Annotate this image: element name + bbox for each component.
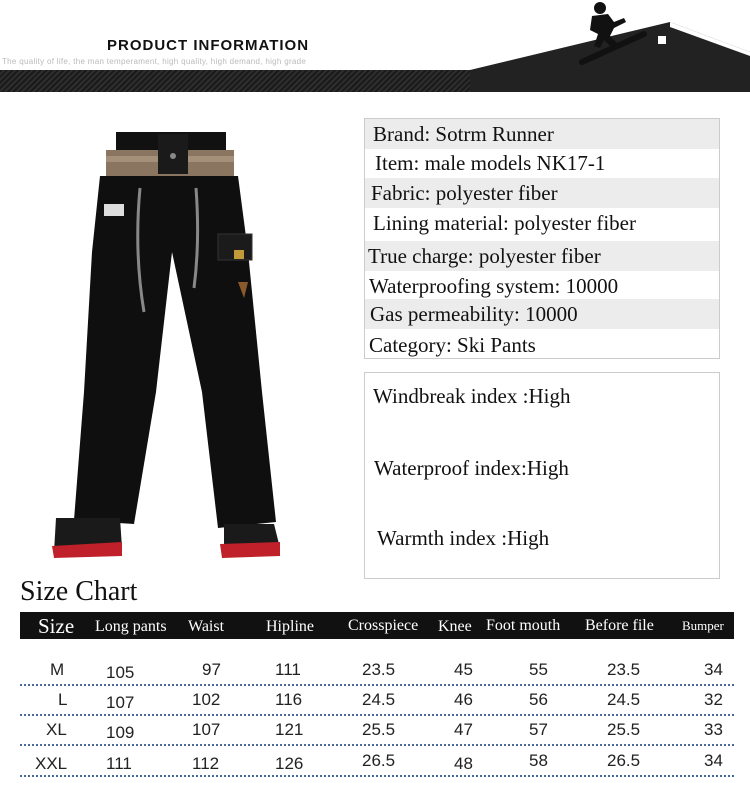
cell-knee: 45 <box>454 660 473 679</box>
cell-before-file: 25.5 <box>607 720 641 739</box>
cell-waist: 102 <box>192 690 221 709</box>
cell-size: L <box>58 690 68 709</box>
info-fabric: Fabric: polyester fiber <box>371 181 558 205</box>
info-permeability: Gas permeability: 10000 <box>370 302 578 326</box>
header-bumper: Bumper <box>682 618 724 633</box>
cell-foot-mouth: 56 <box>529 690 548 709</box>
header-long-pants: Long pants <box>95 618 167 635</box>
cell-bumper: 34 <box>704 751 723 770</box>
header-foot-mouth: Foot mouth <box>486 617 561 634</box>
info-row <box>365 178 719 208</box>
index-box <box>364 372 720 579</box>
header-hipline: Hipline <box>266 618 314 635</box>
cell-crosspiece: 24.5 <box>362 690 396 709</box>
cell-knee: 48 <box>454 754 473 773</box>
cell-waist: 112 <box>192 754 220 773</box>
info-waterproofing: Waterproofing system: 10000 <box>369 274 619 298</box>
info-lining: Lining material: polyester fiber <box>373 211 636 235</box>
cell-bumper: 34 <box>704 660 723 679</box>
cell-foot-mouth: 58 <box>529 751 548 770</box>
header-before-file: Before file <box>585 617 654 634</box>
info-row <box>365 119 719 149</box>
waterproof-index: Waterproof index:High <box>374 456 569 480</box>
info-brand: Brand: Sotrm Runner <box>373 122 554 146</box>
cell-knee: 46 <box>454 690 473 709</box>
cell-bumper: 33 <box>704 720 723 739</box>
cell-hipline: 116 <box>275 690 303 709</box>
snowboarder-icon <box>578 0 648 66</box>
cell-long-pants: 107 <box>106 693 135 712</box>
cell-hipline: 121 <box>275 720 304 739</box>
info-category: Category: Ski Pants <box>369 333 536 357</box>
header-title: PRODUCT INFORMATION <box>107 37 310 54</box>
info-charge: True charge: polyester fiber <box>368 244 601 268</box>
cell-hipline: 126 <box>275 754 304 773</box>
ski-pants-image <box>48 132 284 562</box>
cell-size: M <box>50 660 65 679</box>
cell-knee: 47 <box>454 720 473 739</box>
windbreak-index: Windbreak index :High <box>373 384 571 408</box>
table-row <box>20 656 734 686</box>
header-knee: Knee <box>438 618 472 635</box>
info-item: Item: male models NK17-1 <box>375 151 606 175</box>
row-divider <box>20 775 734 777</box>
size-chart-header <box>20 612 734 639</box>
product-info-table <box>364 118 720 359</box>
cell-foot-mouth: 55 <box>529 660 548 679</box>
header-size: Size <box>38 614 75 638</box>
cell-long-pants: 105 <box>106 663 135 682</box>
cell-crosspiece: 26.5 <box>362 751 396 770</box>
header-waist: Waist <box>188 618 225 635</box>
cell-long-pants: 109 <box>106 723 135 742</box>
info-row <box>365 241 719 271</box>
warmth-index: Warmth index :High <box>377 526 550 550</box>
header-tagline: The quality of life, the man temperament, high quality, high demand, high grade <box>2 57 307 66</box>
cell-crosspiece: 25.5 <box>362 720 396 739</box>
cell-size: XXL <box>35 754 68 773</box>
info-row <box>365 271 719 301</box>
table-row <box>20 746 734 776</box>
header-crosspiece: Crosspiece <box>348 617 419 634</box>
cell-before-file: 24.5 <box>607 690 641 709</box>
cell-bumper: 32 <box>704 690 723 709</box>
cell-long-pants: 111 <box>106 754 132 773</box>
cell-crosspiece: 23.5 <box>362 660 396 679</box>
info-row <box>365 330 719 360</box>
cell-size: XL <box>46 720 67 739</box>
size-chart-title: Size Chart <box>20 576 138 607</box>
cell-hipline: 111 <box>275 660 301 679</box>
info-row <box>365 299 719 329</box>
info-row <box>365 148 719 178</box>
cell-foot-mouth: 57 <box>529 720 548 739</box>
cell-waist: 97 <box>202 660 221 679</box>
info-row <box>365 208 719 238</box>
cell-before-file: 23.5 <box>607 660 641 679</box>
cell-before-file: 26.5 <box>607 751 641 770</box>
table-row <box>20 686 734 716</box>
cell-waist: 107 <box>192 720 221 739</box>
table-row <box>20 716 734 746</box>
